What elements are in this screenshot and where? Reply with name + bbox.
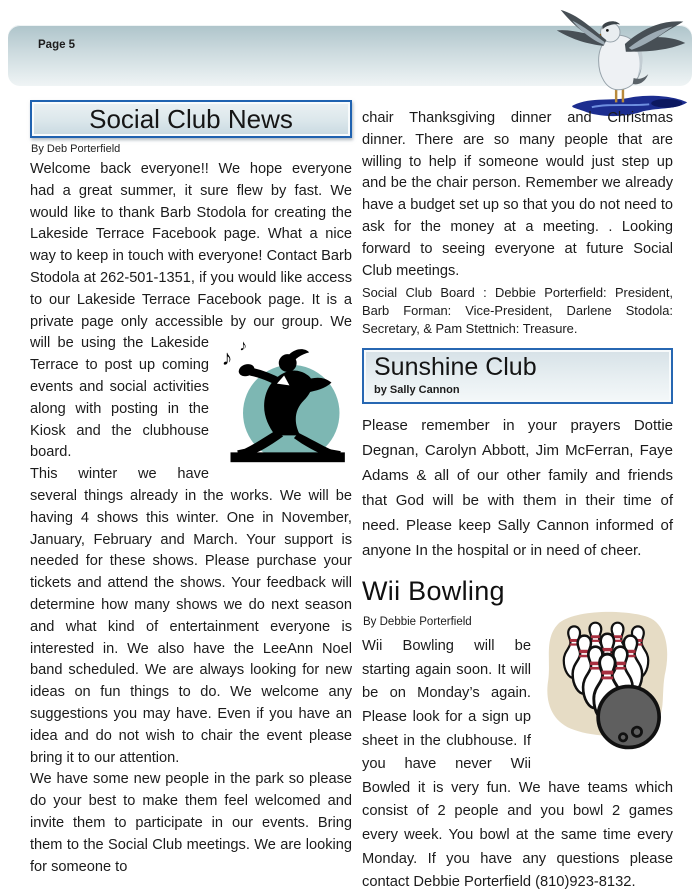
wii-bowling-byline: By Debbie Porterfield — [363, 616, 472, 629]
social-club-paragraph-3: We have some new people in the park so please do your best to make them feel welcomed and invite them to participate in our events. Bring them to the Social Club meetings. We are looking for someone to — [30, 771, 352, 875]
right-column — [362, 108, 673, 895]
social-club-paragraph-4: chair Thanksgiving dinner and Christmas dinner. There are so many people that are willing to help if someone would just step up and be the chair person. Remember we already have a budget set up so that you do not need to ask for the money at a meeting. . Looking forward to seeing everyone at future Social Club meetings. — [362, 110, 673, 279]
social-club-paragraph-2: This winter we have several things already in the works. We will be having 4 shows this winter. One in November, January, February and March. Your support is needed for these shows. Please purchase your tickets and attend the shows. Your feedback will determine how many shows we do next season and what kind of entertainment everyone is interested in. We also have the LeeAnn Noel band scheduled. We are always looking for new ideas on fun things to do. We welcome any suggestions you may have. Even if you have an idea and do not wish to chair the event please bring it to our attention. — [30, 466, 352, 766]
wii-bowling-title: Wii Bowling — [362, 576, 505, 607]
sunshine-club-title: Sunshine Club — [374, 353, 537, 382]
wii-bowling-paragraph: Wii Bowling will be starting again soon. It will be on Monday’s again. Please look for a sign up sheet in the clubhouse. If you have never Wii Bowled it is very fun. We have teams which consist of 2 people and you bowl 2 games every week. You bowl at the same time every Monday. If you have any questions please contact Debbie Porterfield (810)923-8132. — [362, 638, 673, 891]
left-column — [30, 100, 352, 878]
social-club-board-text: Social Club Board : Debbie Porterfield: President, Barb Forman: Vice-President, Darlene Stodola: Secretary, & Pam Stettnich: Treasure. — [362, 285, 673, 336]
social-club-paragraph-1b: We will be using the Lakeside Terrace to post up coming events and social activities along with posting in the Kiosk and the clubhouse board. — [30, 313, 352, 461]
social-club-news-title: Social Club News — [89, 104, 293, 134]
sunshine-club-paragraph: Please remember in your prayers Dottie Degnan, Carolyn Abbott, Jim McFerran, Faye Adams & all of our other family and friends that God will be with them in their time of need. Please keep Sally Cannon informed of anyone In the hospital or in need of cheer. — [362, 417, 673, 560]
wii-bowling-section — [362, 616, 673, 895]
sunshine-club-byline: by Sally Cannon — [374, 384, 460, 397]
sunshine-club-header — [362, 348, 673, 404]
singer-clipart-icon — [218, 336, 352, 466]
bowling-clipart-icon — [539, 606, 673, 754]
social-club-byline: By Deb Porterfield — [31, 143, 121, 155]
svg-text:♪: ♪ — [221, 346, 233, 371]
page-number-label: Page 5 — [38, 39, 76, 51]
svg-text:♪: ♪ — [239, 337, 248, 355]
social-club-paragraph-1 — [30, 159, 352, 464]
social-club-paragraph-1a: Welcome back everyone!! We hope everyone had a great summer, it sure flew by fast. We would like to thank Barb Stodola for creating the Lakeside Terrace Facebook page. What a nice way to keep in touch with everyone! Contact Barb Stodola at 262-501-1351, if you would like access to our Lakeside Terrace Facebook page. It is a private page only accessible by our group. — [30, 161, 352, 330]
social-club-news-header — [30, 100, 352, 138]
